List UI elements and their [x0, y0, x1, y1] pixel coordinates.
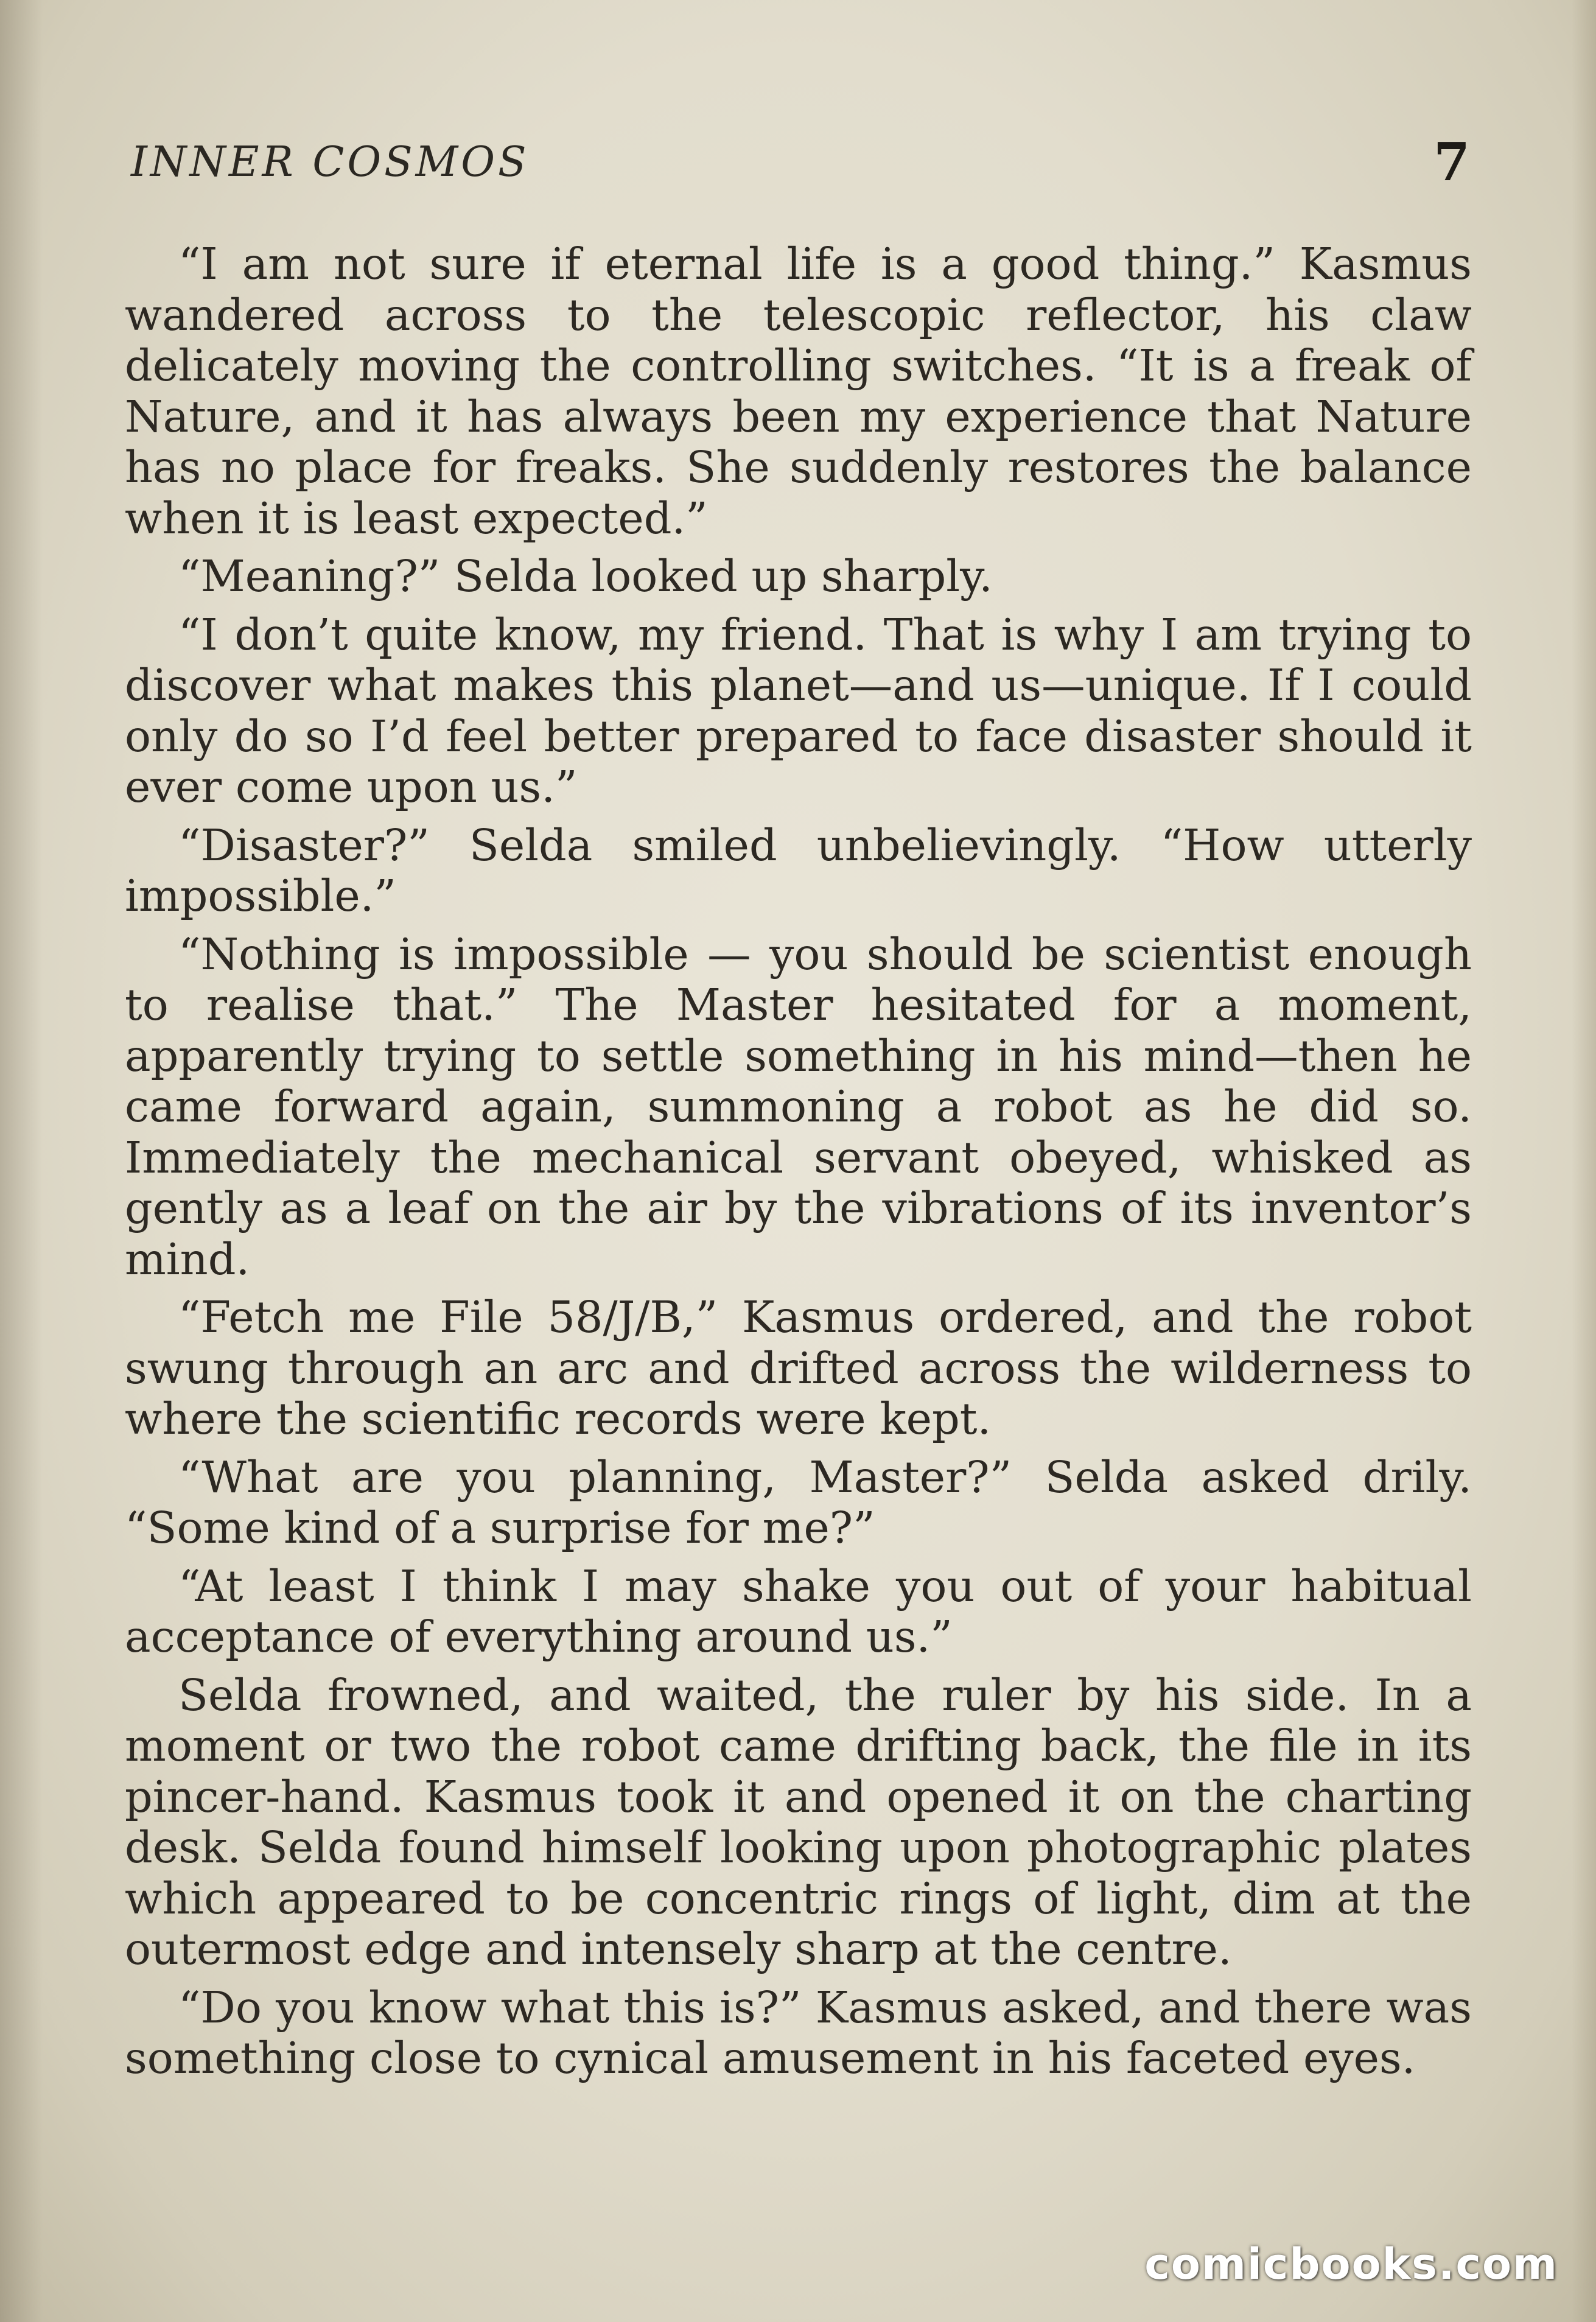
paragraph: “Fetch me File 58/J/B,” Kasmus ordered, and the robot swung through an arc and drifted across the wilderness to where the scientific records were kept. — [125, 1292, 1472, 1444]
paragraph: “I don’t quite know, my friend. That is why I am trying to discover what makes this planet—and us—unique. If I could only do so I’d feel better prepared to face disaster should it ever come upon us.” — [125, 609, 1472, 812]
page-edge — [1572, 0, 1596, 2322]
spine-shadow — [0, 0, 43, 2322]
watermark: comicbooks.com — [1144, 2239, 1558, 2289]
page-header — [131, 129, 1470, 196]
paragraph: “Meaning?” Selda looked up sharply. — [178, 551, 993, 602]
paragraph: “Disaster?” Selda smiled unbelievingly. “How utterly impossible.” — [125, 819, 1472, 921]
paragraph: “Nothing is impossible — you should be scientist enough to realise that.” The Master hesitated for a moment, apparently trying to settle something in his mind—then he came forward again, summoning a robot as he did so. Immediately the mechanical servant obeyed, whisked as gently as a leaf on the air by the vibrations of its inventor’s mind. — [125, 928, 1472, 1285]
paragraph: “What are you planning, Master?” Selda asked drily. “Some kind of a surprise for me?” — [125, 1451, 1472, 1553]
paragraph: “I am not sure if eternal life is a good thing.” Kasmus wandered across to the telescopic reflector, his claw delicately moving the controlling switches. “It is a freak of Nature, and it has always been my experience that Nature has no place for freaks. She suddenly restores the balance when it is least expected.” — [125, 239, 1472, 544]
paragraph: “At least I think I may shake you out of your habitual acceptance of everything around us.” — [125, 1560, 1472, 1662]
body-text — [125, 239, 1472, 2091]
running-head: INNER COSMOS — [131, 138, 530, 186]
page-number: 7 — [1433, 132, 1470, 193]
paragraph: “Do you know what this is?” Kasmus asked, and there was something close to cynical amusement in his faceted eyes. — [125, 1982, 1472, 2083]
paragraph: Selda frowned, and waited, the ruler by his side. In a moment or two the robot came drifting back, the file in its pincer-hand. Kasmus took it and opened it on the charting desk. Selda found himself looking upon photographic plates which appeared to be concentric rings of light, dim at the outermost edge and intensely sharp at the centre. — [125, 1669, 1472, 1974]
